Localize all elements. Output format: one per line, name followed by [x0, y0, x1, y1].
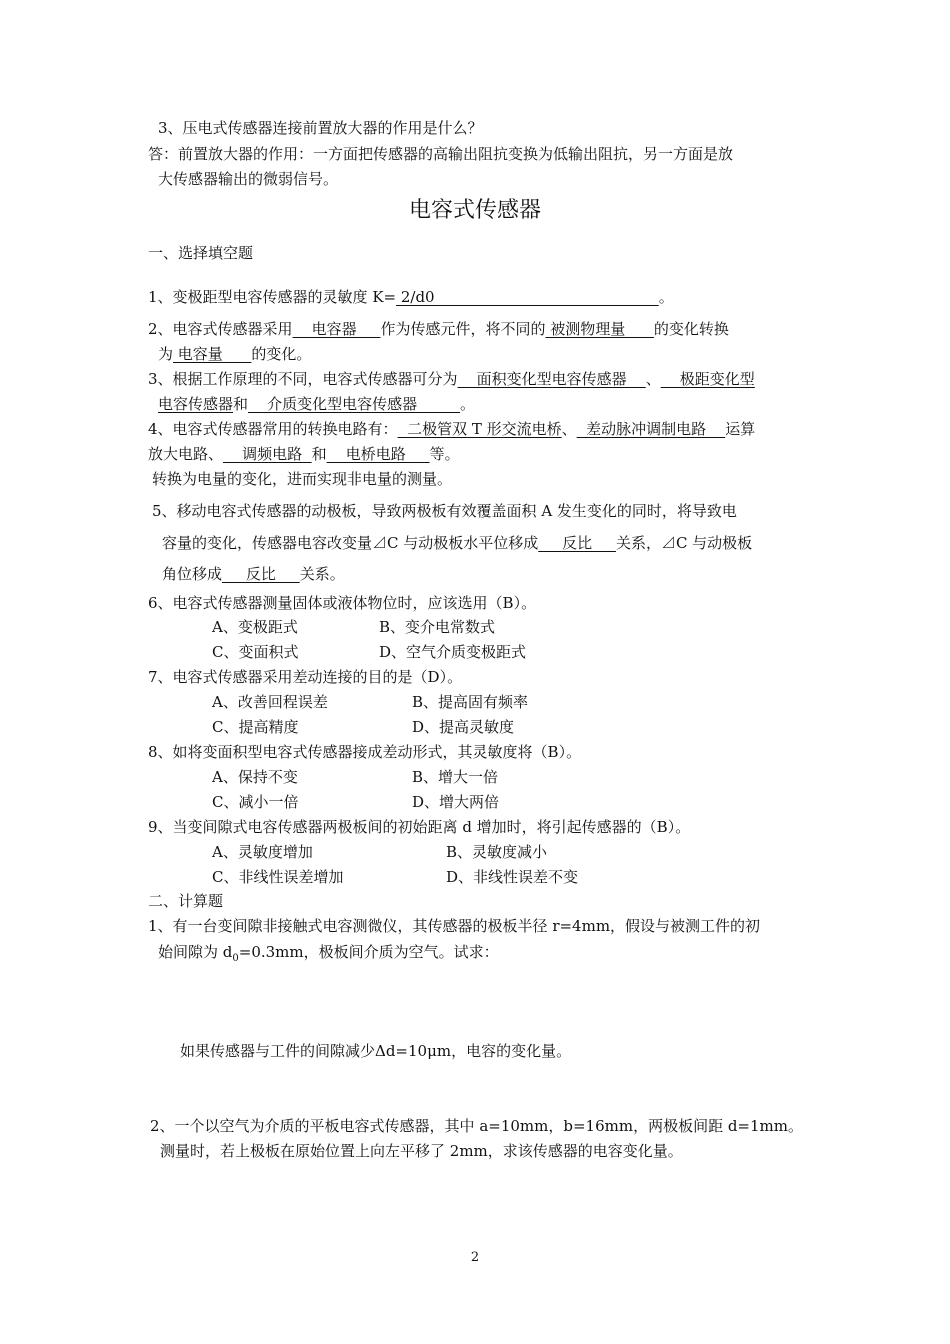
- fill-4-text-a: 4、电容式传感器常用的转换电路有：: [148, 420, 398, 438]
- fill-2-text-f: 的变化。: [251, 345, 312, 363]
- page-number: 2: [470, 1250, 480, 1265]
- fill-4-answer-2: 差动脉冲调制电路: [576, 420, 726, 438]
- calc-1-text-a: 始间隙为 d: [158, 943, 233, 961]
- q9-option-d: D、非线性误差不变: [446, 868, 579, 886]
- mc-question-7: 7、电容式传感器采用差动连接的目的是（D）。: [148, 668, 463, 686]
- fill-5-text-a: 容量的变化，传感器电容改变量⊿C 与动极板水平位移成: [162, 534, 539, 552]
- calc-question-1-sub: 如果传感器与工件的间隙减少Δd=10μm，电容的变化量。: [180, 1042, 572, 1060]
- fill-3-text-e: 。: [460, 395, 476, 413]
- q7-option-b: B、提高固有频率: [412, 693, 529, 711]
- section-heading-1: 一、选择填空题: [148, 244, 254, 262]
- q6-option-c: C、变面积式: [212, 643, 299, 661]
- answer-line-1: 答：前置放大器的作用：一方面把传感器的高输出阻抗变换为低输出阻抗，另一方面是放: [148, 145, 734, 163]
- fill-4-text-e: 放大电路、: [148, 445, 224, 463]
- fill-3-answer-1: 面积变化型电容传感器: [457, 370, 646, 388]
- answer-line-2: 大传感器输出的微弱信号。: [158, 170, 339, 188]
- fill-question-3-cont: [158, 393, 475, 415]
- fill-5-text-d: 角位移成: [162, 565, 223, 583]
- q7-option-d: D、提高灵敏度: [412, 718, 515, 736]
- calc-question-1: 1、有一台变间隙非接触式电容测微仪，其传感器的极板半径 r=4mm，假设与被测工件的初: [148, 917, 761, 935]
- fill-3-text-a: 3、根据工作原理的不同，电容式传感器可分为: [148, 370, 458, 388]
- q9-option-a: A、灵敏度增加: [212, 843, 313, 861]
- fill-2-answer-1: 电容器: [292, 320, 381, 338]
- fill-2-text-e: 为: [158, 345, 174, 363]
- calc-1-text-b: =0.3mm，极板间介质为空气。试求：: [238, 943, 499, 961]
- fill-4-answer-4: 电桥电路: [326, 445, 430, 463]
- fill-question-5-line-3: [162, 563, 345, 585]
- conversion-note: 转换为电量的变化，进而实现非电量的测量。: [152, 470, 453, 488]
- fill-3-answer-2b: 电容传感器: [158, 395, 234, 413]
- fill-question-5: 5、移动电容式传感器的动极板，导致两极板有效覆盖面积 A 发生变化的同时，将导致电: [152, 502, 737, 520]
- q6-option-a: A、变极距式: [212, 618, 298, 636]
- fill-4-answer-1: 二极管双 T 形交流电桥: [397, 420, 562, 438]
- q9-option-b: B、灵敏度减小: [446, 843, 548, 861]
- q7-option-c: C、提高精度: [212, 718, 299, 736]
- fill-1-text: 1、变极距型电容传感器的灵敏度 K=: [148, 288, 397, 306]
- fill-2-answer-2: 被测物理量: [545, 320, 654, 338]
- calc-question-2-line-2: 测量时，若上极板在原始位置上向左平移了 2mm，求该传感器的电容变化量。: [160, 1142, 683, 1160]
- fill-question-2-cont: [158, 343, 311, 365]
- calc-1-subscript: 0: [232, 953, 239, 964]
- fill-4-text-f: 和: [311, 445, 327, 463]
- fill-3-text-d: 和: [233, 395, 249, 413]
- q6-option-d: D、空气介质变极距式: [379, 643, 527, 661]
- fill-5-text-c: 关系，⊿C 与动极板: [615, 534, 753, 552]
- fill-2-text-d: 的变化转换: [653, 320, 729, 338]
- q8-option-d: D、增大两倍: [412, 793, 500, 811]
- fill-question-5-line-2: [162, 532, 752, 554]
- fill-4-text-g: 等。: [429, 445, 460, 463]
- calc-question-1-line-2: [158, 941, 499, 970]
- section-heading-2: 二、计算题: [148, 892, 224, 910]
- fill-1-end: 。: [658, 288, 674, 306]
- fill-3-text-c: 、: [645, 370, 661, 388]
- mc-question-6: 6、电容式传感器测量固体或液体物位时，应该选用（B）。: [148, 594, 537, 612]
- fill-2-text-c: 作为传感元件，将不同的: [380, 320, 546, 338]
- q7-option-a: A、改善回程误差: [212, 693, 328, 711]
- fill-4-answer-3: 调频电路: [223, 445, 312, 463]
- fill-5-text-e: 关系。: [299, 565, 345, 583]
- fill-2-answer-3: 电容量: [173, 345, 252, 363]
- fill-5-answer-1: 反比: [538, 534, 616, 552]
- q9-option-c: C、非线性误差增加: [212, 868, 344, 886]
- fill-2-text-a: 2、电容式传感器采用: [148, 320, 293, 338]
- mc-question-9: 9、当变间隙式电容传感器两极板间的初始距离 d 增加时，将引起传感器的（B）。: [148, 818, 691, 836]
- calc-question-2: 2、一个以空气为介质的平板电容式传感器，其中 a=10mm，b=16mm，两极板间距 d=1mm。: [150, 1117, 803, 1135]
- fill-3-answer-3: 介质变化型电容传感器: [248, 395, 461, 413]
- fill-5-answer-2: 反比: [222, 565, 300, 583]
- fill-question-1: [148, 286, 674, 308]
- q8-option-a: A、保持不变: [212, 768, 298, 786]
- fill-4-text-d: 运算: [725, 420, 756, 438]
- q6-option-b: B、变介电常数式: [379, 618, 496, 636]
- fill-question-4: [148, 418, 755, 440]
- q8-option-b: B、增大一倍: [412, 768, 499, 786]
- fill-3-answer-2: 极距变化型: [660, 370, 755, 388]
- mc-question-8: 8、如将变面积型电容式传感器接成差动形式，其灵敏度将（B）。: [148, 743, 582, 761]
- fill-question-3: [148, 368, 755, 390]
- question-3: 3、压电式传感器连接前置放大器的作用是什么？: [158, 119, 483, 137]
- page-title: 电容式传感器: [408, 198, 541, 223]
- fill-question-2: [148, 318, 729, 340]
- fill-question-4-cont: [148, 443, 460, 465]
- q8-option-c: C、减小一倍: [212, 793, 299, 811]
- fill-4-text-c: 、: [561, 420, 577, 438]
- fill-1-answer: 2/d0: [396, 288, 659, 306]
